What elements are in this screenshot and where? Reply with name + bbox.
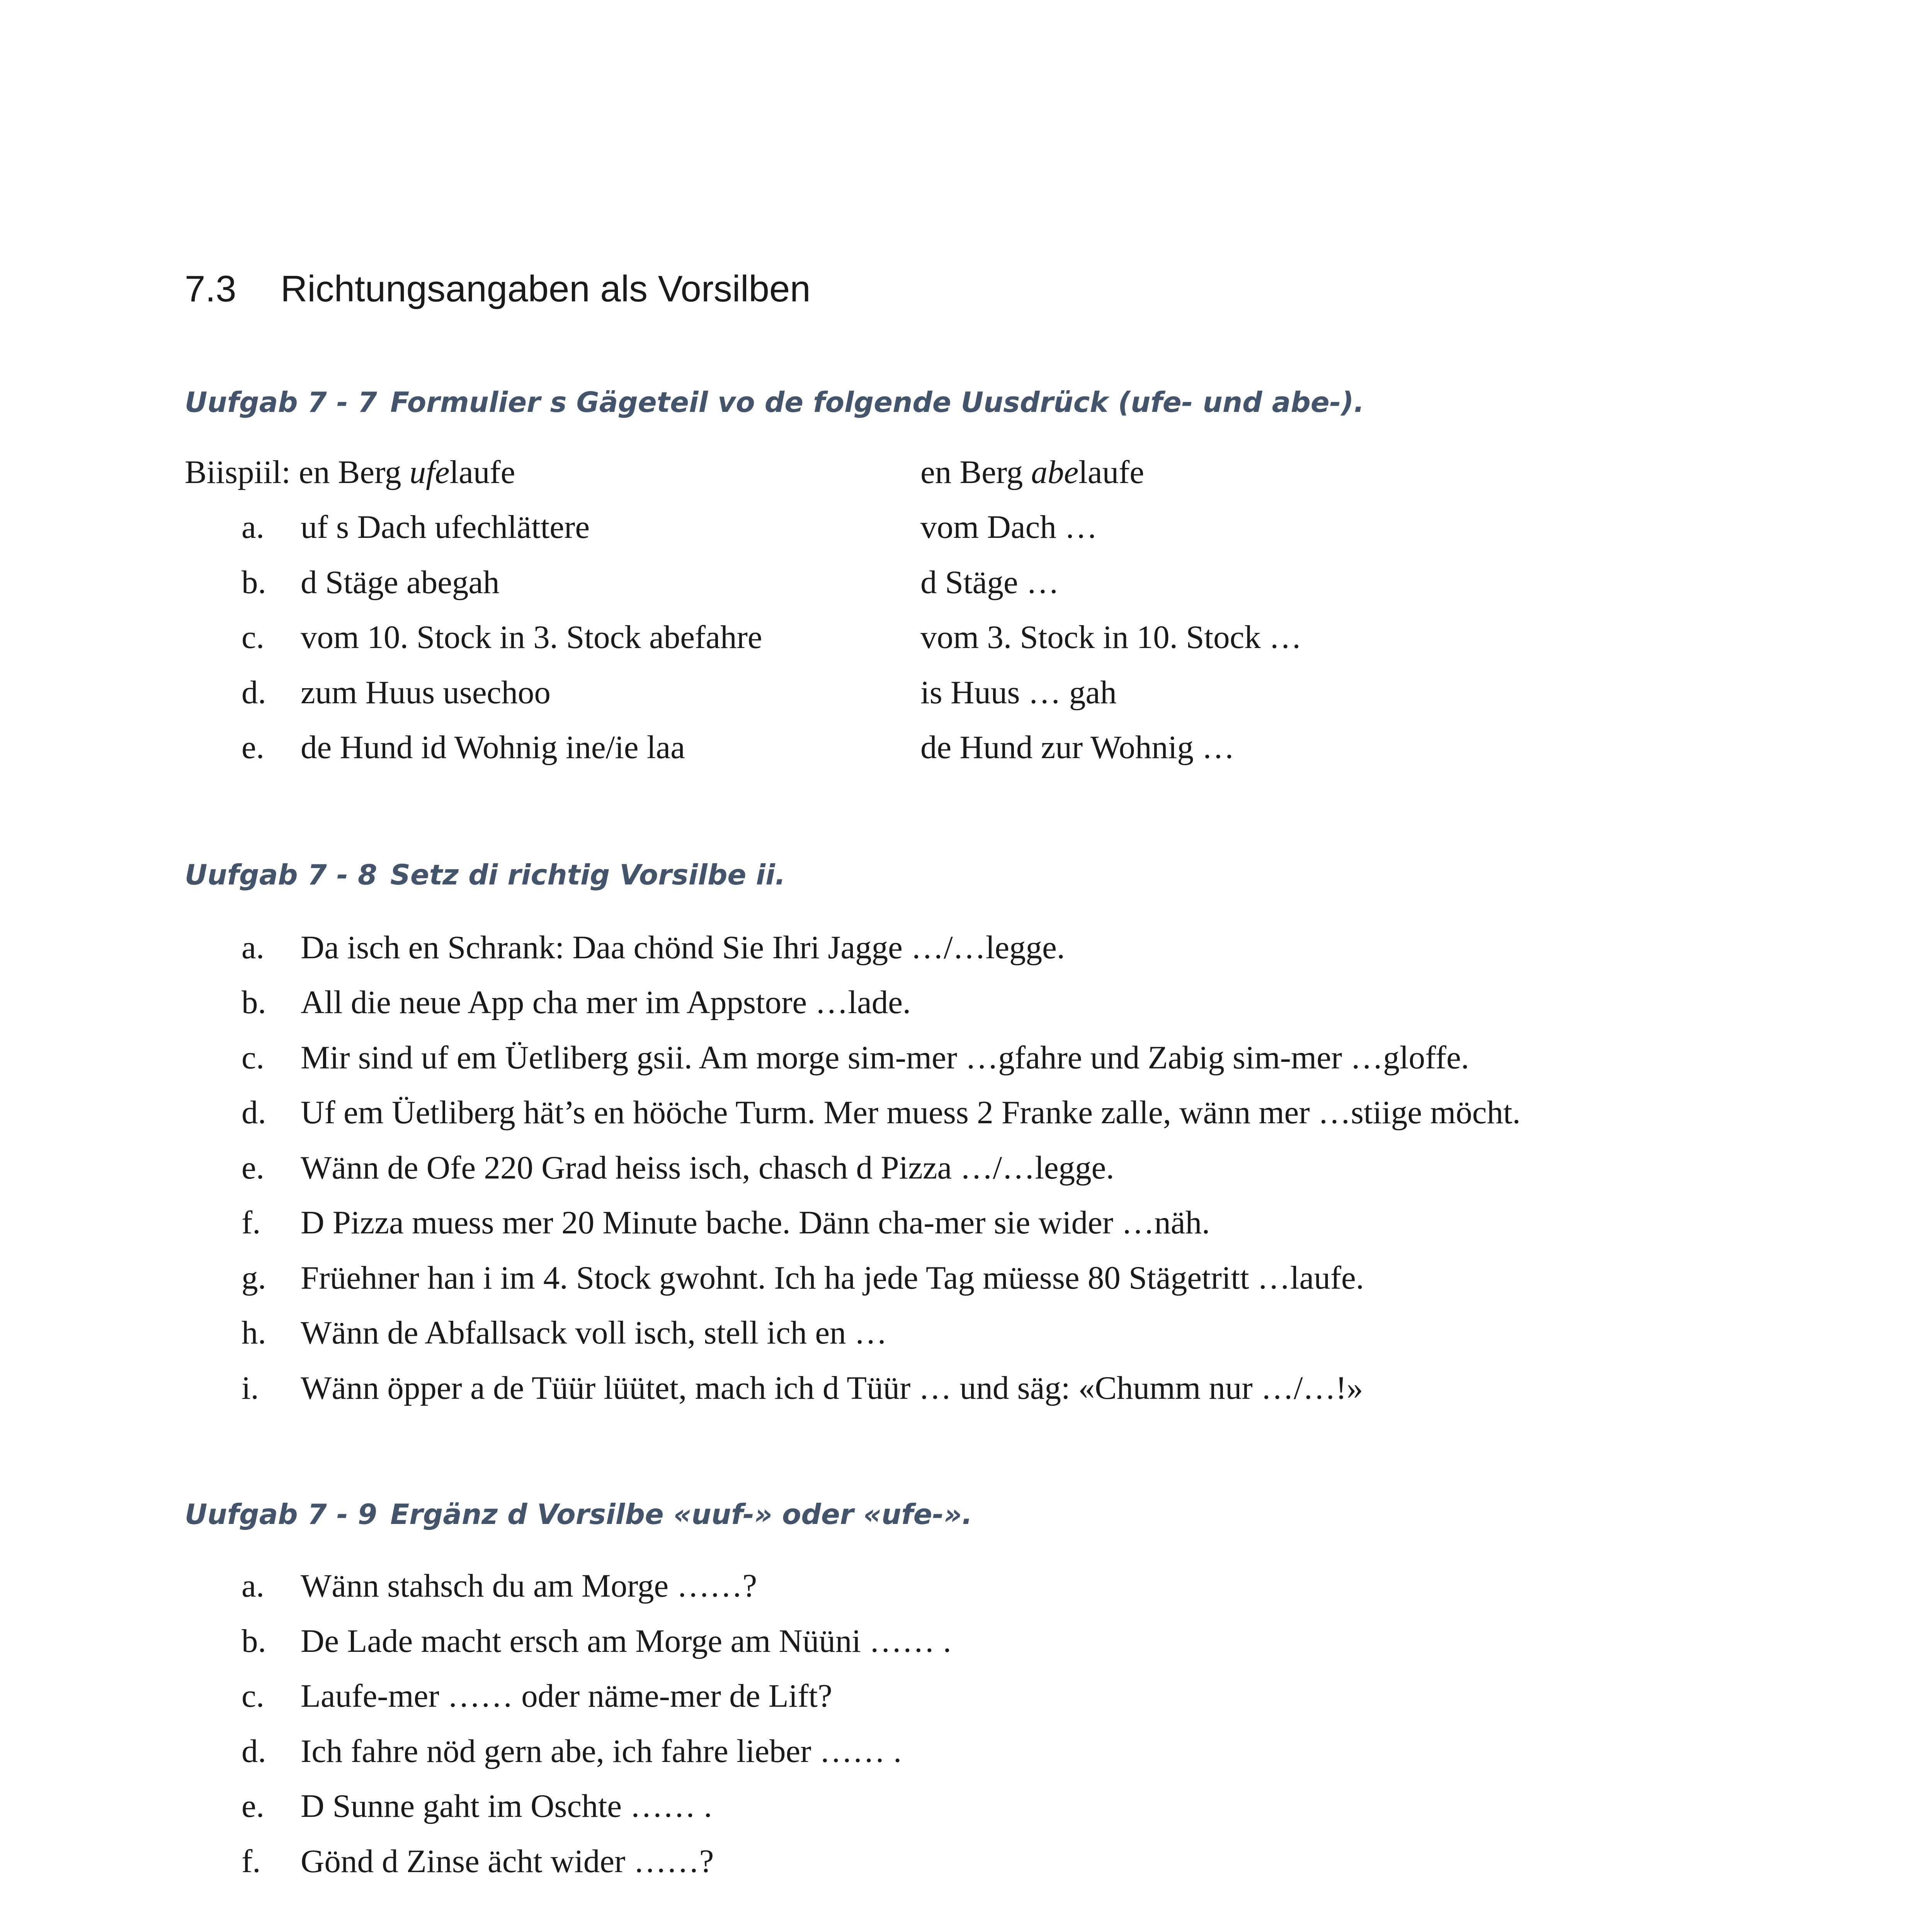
- list-item: [0, 1041, 1917, 1080]
- item-opposite: de Hund zur Wohnig …: [920, 729, 1235, 765]
- list-item: [0, 676, 1917, 715]
- example-prefix: Biispiil:: [185, 454, 291, 490]
- section-number: 7.3: [185, 268, 236, 310]
- item-text: All die neue App cha mer im Appstore …lade.: [301, 984, 911, 1020]
- item-letter: e.: [242, 729, 264, 765]
- item-letter: c.: [242, 1678, 264, 1714]
- example-right-text: en Berg: [920, 454, 1031, 490]
- list-item: [0, 1570, 1917, 1608]
- item-letter: a.: [242, 509, 264, 545]
- item-text: Wänn stahsch du am Morge ……?: [301, 1568, 757, 1604]
- item-text: Da isch en Schrank: Daa chönd Sie Ihri Jagge …/…legge.: [301, 929, 1065, 966]
- item-letter: d.: [242, 1733, 266, 1769]
- item-letter: h.: [242, 1315, 266, 1351]
- task-instruction: Ergänz d Vorsilbe «uuf-» oder «ufe-».: [390, 1498, 973, 1531]
- task-7-8-heading: [185, 861, 786, 889]
- list-item: [0, 1845, 1917, 1884]
- item-expression: d Stäge abegah: [301, 564, 500, 600]
- item-expression: de Hund id Wohnig ine/ie laa: [301, 729, 685, 765]
- list-item: [0, 1372, 1917, 1410]
- item-text: Uf em Üetliberg hät’s en hööche Turm. Mer muess 2 Franke zalle, wänn mer …stiige möcht.: [301, 1094, 1521, 1131]
- list-item: [0, 931, 1917, 970]
- item-opposite: vom Dach …: [920, 509, 1097, 545]
- item-letter: d.: [242, 1094, 266, 1131]
- task-label: Uufgab 7 - 7: [185, 386, 377, 418]
- example-right: [920, 456, 1144, 489]
- item-text: Wänn de Abfallsack voll isch, stell ich en …: [301, 1315, 887, 1351]
- task-instruction: Formulier s Gägeteil vo de folgende Uusdrück (ufe- und abe-).: [390, 386, 1364, 418]
- item-letter: b.: [242, 564, 266, 600]
- example-right-emphasis: abe: [1031, 454, 1079, 490]
- item-letter: c.: [242, 619, 264, 655]
- item-opposite: is Huus … gah: [920, 674, 1117, 711]
- item-letter: a.: [242, 929, 264, 966]
- item-text: Wänn öpper a de Tüür lüütet, mach ich d Tüür … und säg: «Chumm nur …/…!»: [301, 1370, 1363, 1406]
- item-letter: g.: [242, 1260, 266, 1296]
- item-text: Mir sind uf em Üetliberg gsii. Am morge sim-mer …gfahre und Zabig sim-mer …gloffe.: [301, 1039, 1470, 1076]
- section-heading: [185, 270, 811, 308]
- item-text: Laufe-mer …… oder näme-mer de Lift?: [301, 1678, 832, 1714]
- task-7-9-heading: [185, 1498, 973, 1531]
- example-left-text: en Berg: [299, 454, 410, 490]
- list-item: [0, 1790, 1917, 1828]
- item-text: Wänn de Ofe 220 Grad heiss isch, chasch d Pizza …/…legge.: [301, 1150, 1114, 1186]
- item-letter: b.: [242, 984, 266, 1020]
- item-letter: d.: [242, 674, 266, 711]
- task-7-7-heading: [185, 388, 1364, 416]
- item-letter: e.: [242, 1788, 264, 1824]
- item-letter: i.: [242, 1370, 259, 1406]
- item-expression: vom 10. Stock in 3. Stock abefahre: [301, 619, 762, 655]
- task-instruction: Setz di richtig Vorsilbe ii.: [390, 859, 786, 891]
- item-letter: a.: [242, 1568, 264, 1604]
- item-text: De Lade macht ersch am Morge am Nüüni …… .: [301, 1623, 951, 1659]
- item-letter: c.: [242, 1039, 264, 1076]
- list-item: [0, 731, 1917, 770]
- list-item: [0, 566, 1917, 605]
- item-expression: zum Huus usechoo: [301, 674, 551, 711]
- task-label: Uufgab 7 - 8: [185, 859, 377, 891]
- list-item: [0, 1625, 1917, 1663]
- item-text: Früehner han i im 4. Stock gwohnt. Ich ha jede Tag müesse 80 Stägetritt …laufe.: [301, 1260, 1364, 1296]
- list-item: [0, 1680, 1917, 1718]
- item-opposite: d Stäge …: [920, 564, 1059, 600]
- item-text: Gönd d Zinse ächt wider ……?: [301, 1843, 714, 1879]
- list-item: [0, 621, 1917, 660]
- list-item: [0, 1096, 1917, 1135]
- item-letter: b.: [242, 1623, 266, 1659]
- section-title: Richtungsangaben als Vorsilben: [281, 268, 811, 310]
- example-right-suffix: laufe: [1078, 454, 1145, 490]
- example-left-emphasis: ufe: [409, 454, 450, 490]
- example-row: [0, 456, 1917, 495]
- item-letter: f.: [242, 1204, 261, 1241]
- item-text: D Pizza muess mer 20 Minute bache. Dänn cha-mer sie wider …näh.: [301, 1204, 1210, 1241]
- item-text: Ich fahre nöd gern abe, ich fahre lieber …… .: [301, 1733, 902, 1769]
- list-item: [0, 1735, 1917, 1774]
- list-item: [0, 1316, 1917, 1355]
- example-left-suffix: laufe: [449, 454, 515, 490]
- item-text: D Sunne gaht im Oschte …… .: [301, 1788, 712, 1824]
- list-item: [0, 1262, 1917, 1300]
- item-opposite: vom 3. Stock in 10. Stock …: [920, 619, 1302, 655]
- item-expression: uf s Dach ufechlättere: [301, 509, 590, 545]
- list-item: [0, 986, 1917, 1025]
- example-left: [185, 456, 515, 489]
- item-letter: f.: [242, 1843, 261, 1879]
- task-label: Uufgab 7 - 9: [185, 1498, 377, 1531]
- list-item: [0, 1151, 1917, 1190]
- list-item: [0, 1206, 1917, 1245]
- list-item: [0, 511, 1917, 549]
- item-letter: e.: [242, 1150, 264, 1186]
